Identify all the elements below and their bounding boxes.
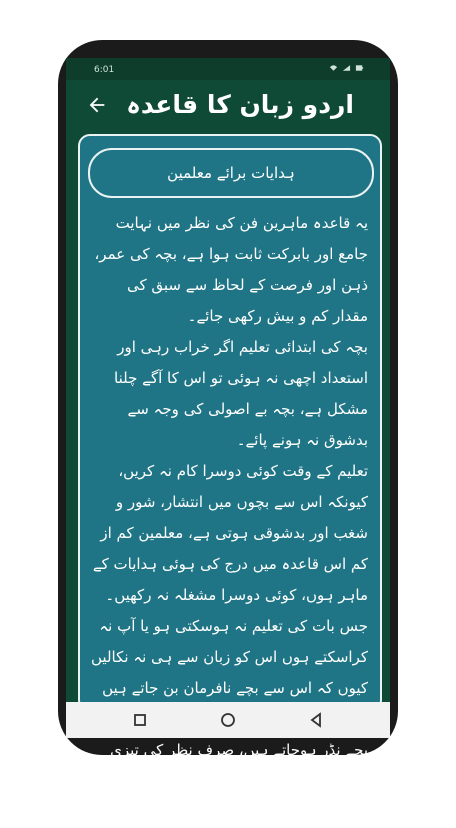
status-icons xyxy=(329,64,364,72)
page-title: اردو زبان کا قاعدہ xyxy=(126,90,354,119)
paragraph: یہ قاعدہ ماہرین فن کی نظر میں نہایت جامع اور بابرکت ثابت ہوا ہے، بچہ کی عمر، ذہن اور فرصت کے لحاظ سے سبق کی مقدار کم و بیش رکھی جائے۔ xyxy=(94,214,368,325)
back-button[interactable] xyxy=(86,94,110,118)
screen xyxy=(66,58,390,821)
signal-icon xyxy=(342,64,351,72)
arrow-back-icon xyxy=(86,94,108,116)
paragraph: بچہ کی ابتدائی تعلیم اگر خراب رہی اور استعداد اچھی نہ ہوئی تو اس کا آگے چلنا مشکل ہے، بچہ بے اصولی کی وجہ سے بدشوق نہ ہونے پائے۔ xyxy=(114,338,368,449)
square-recents-icon[interactable] xyxy=(130,710,150,730)
wifi-icon xyxy=(329,64,338,72)
circle-home-icon[interactable] xyxy=(218,710,238,730)
battery-icon xyxy=(355,64,364,72)
triangle-back-icon[interactable] xyxy=(306,710,326,730)
section-heading: ہدایات برائے معلمین xyxy=(88,148,374,198)
instructions-card xyxy=(78,134,382,821)
paragraph: جس بات کی تعلیم نہ ہوسکتی ہو یا آپ نہ کراسکتے ہوں اس کو زبان سے ہی نہ نکالیں کیوں کہ اس سے بچے نافرمان بن جاتے ہیں بچے نڈر ہوجاتے ہیں، صرف نظر کی تیزی اور معمولی ڈانٹ سے کام لینے کی کوشش کریں، پھر بھی xyxy=(91,617,368,821)
status-time: 6:01 xyxy=(94,65,115,75)
system-nav-bar xyxy=(66,702,390,738)
app-bar xyxy=(66,80,390,138)
status-bar xyxy=(66,58,390,80)
paragraph: تعلیم کے وقت کوئی دوسرا کام نہ کریں، کیونکہ اس سے بچوں میں انتشار، شور و شغب اور بدشوقی ہوتی ہے، معلمین کم از کم اس قاعدہ میں درج کی ہوئی ہدایات کے ماہر ہوں، کوئی دوسرا مشغلہ نہ رکھیں۔ xyxy=(92,462,368,604)
